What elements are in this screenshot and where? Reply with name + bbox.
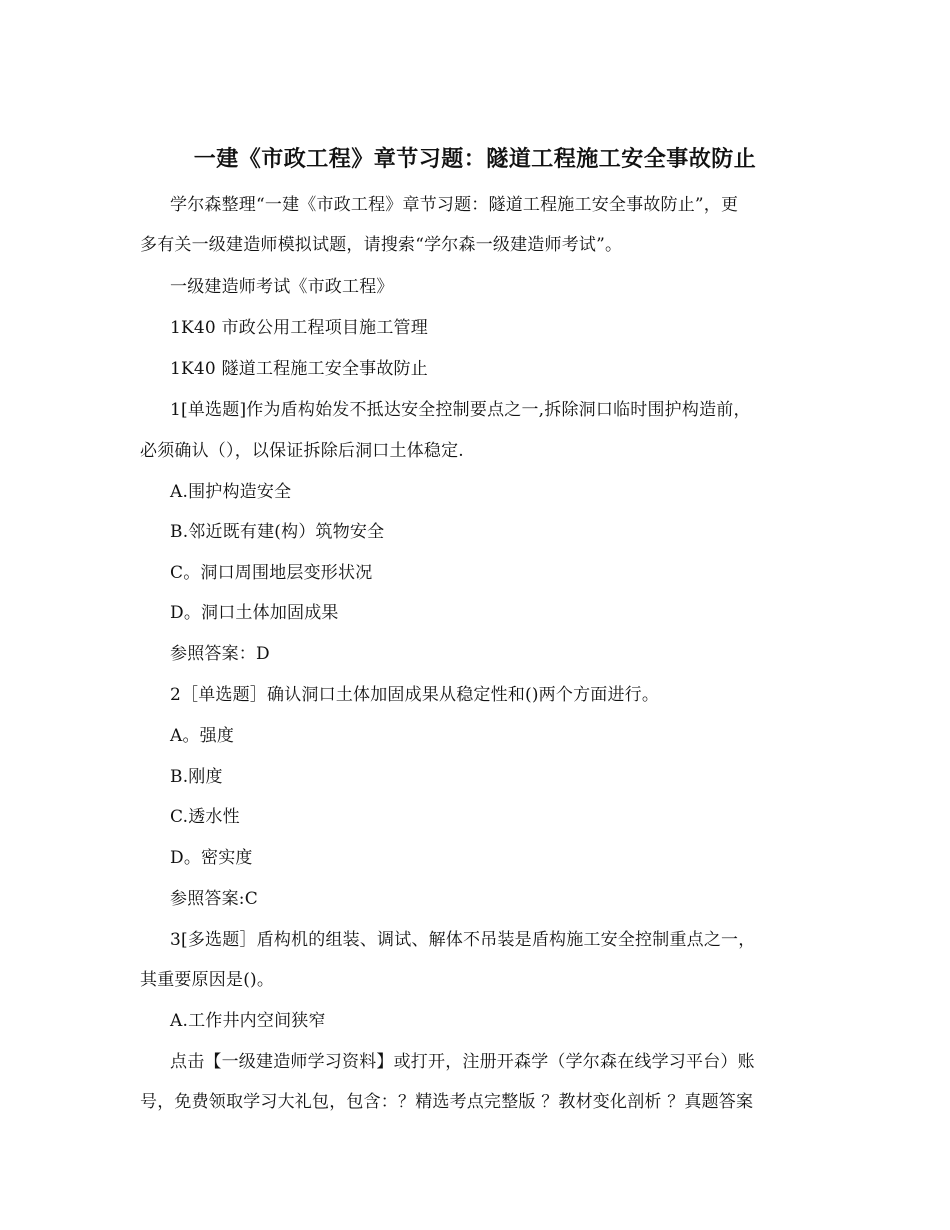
- chapter-heading: 1K40 市政公用工程项目施工管理: [170, 318, 428, 338]
- question-3-line-2: 其重要原因是()。: [140, 970, 275, 990]
- question-1-line-2: 必须确认（），以保证拆除后洞口土体稳定.: [140, 441, 464, 461]
- question-2-option-d: D。密实度: [170, 848, 253, 868]
- question-3-line-1: 3[多选题］盾构机的组装、调试、解体不吊装是盾构施工安全控制重点之一，: [170, 930, 756, 950]
- intro-line-1: 学尔森整理“一建《市政工程》章节习题：隧道工程施工安全事故防止”，更: [170, 195, 739, 215]
- intro-line-2: 多有关一级建造师模拟试题，请搜索“学尔森一级建造师考试”。: [140, 235, 623, 255]
- section-heading: 1K40 隧道工程施工安全事故防止: [170, 359, 428, 379]
- promo-line-2: 号，免费领取学习大礼包，包含：？精选考点完整版 ？教材变化剖析 ？真题答案: [140, 1092, 754, 1112]
- document-title: 一建《市政工程》章节习题：隧道工程施工安全事故防止: [193, 146, 757, 172]
- question-2-answer: 参照答案:C: [170, 889, 258, 909]
- question-2: 2［单选题］确认洞口土体加固成果从稳定性和()两个方面进行。: [170, 685, 660, 705]
- question-1-option-d: D。洞口土体加固成果: [170, 603, 339, 623]
- question-1-line-1: 1[单选题]作为盾构始发不抵达安全控制要点之一,拆除洞口临时围护构造前，: [170, 400, 751, 420]
- question-1-option-b: B.邻近既有建(构）筑物安全: [170, 522, 385, 542]
- question-1-option-a: A.围护构造安全: [170, 482, 292, 502]
- question-2-option-a: A。强度: [170, 726, 235, 746]
- question-2-option-b: B.刚度: [170, 767, 223, 787]
- question-1-answer: 参照答案：D: [170, 644, 270, 664]
- question-2-option-c: C.透水性: [170, 807, 240, 827]
- question-1-option-c: C。洞口周围地层变形状况: [170, 563, 373, 583]
- promo-line-1: 点击【一级建造师学习资料】或打开，注册开森学（学尔森在线学习平台）账: [170, 1052, 755, 1072]
- question-3-option-a: A.工作井内空间狭窄: [170, 1011, 326, 1031]
- exam-heading: 一级建造师考试《市政工程》: [170, 277, 394, 297]
